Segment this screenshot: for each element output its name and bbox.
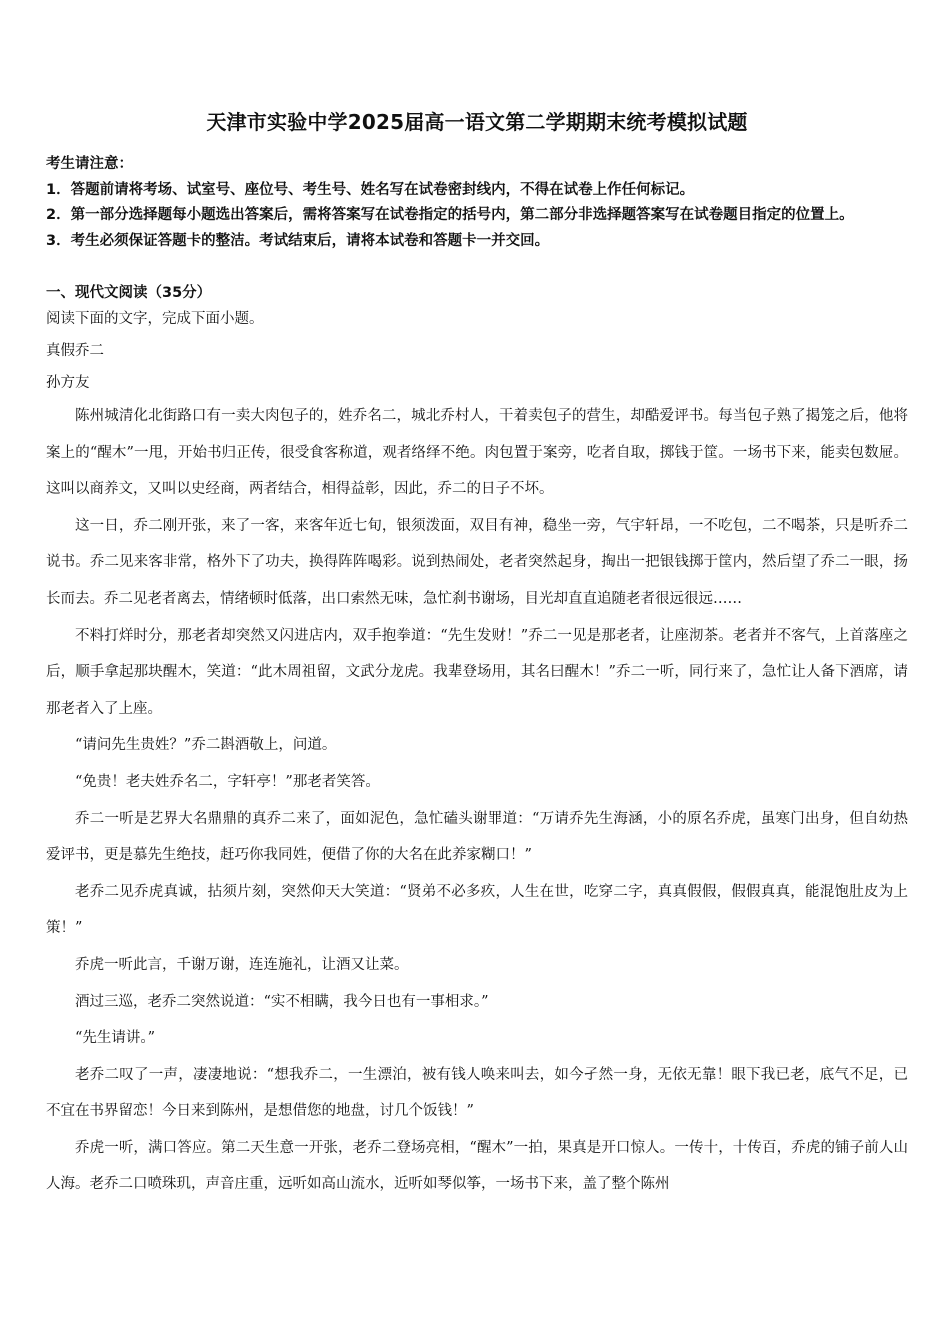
article-paragraph: “免贵！老夫姓乔名二，字轩亭！”那老者笑答。	[75, 773, 380, 790]
exam-title: 天津市实验中学2025届高一语文第二学期期末统考模拟试题	[206, 110, 748, 134]
article-paragraph: 乔虎一听，满口答应。第二天生意一开张，老乔二登场亮相，“醒木”一拍，果真是开口惊人。一传十，十传百，乔虎的铺子前人山人海。老乔二口喷珠玑，声音庄重，远听如高山流水，近听如琴似筝，一场书下来，盖了整个陈州	[46, 1139, 908, 1193]
article-paragraph: 老乔二叹了一声，凄凄地说：“想我乔二，一生漂泊，被有钱人唤来叫去，如今孑然一身，无依无靠！眼下我已老，底气不足，已不宜在书界留恋！今日来到陈州，是想借您的地盘，讨几个饭钱！”	[46, 1066, 908, 1120]
article-paragraph: 不料打烊时分，那老者却突然又闪进店内，双手抱拳道：“先生发财！”乔二一见是那老者，让座沏茶。老者并不客气，上首落座之后，顺手拿起那块醒木，笑道：“此木周祖留，文武分龙虎。我辈登场用，其名曰醒木！”乔二一听，同行来了，急忙让人备下酒席，请那老者入了上座。	[46, 627, 908, 717]
article-paragraph: 乔虎一听此言，千谢万谢，连连施礼，让酒又让菜。	[75, 956, 409, 973]
notice-item: 1．答题前请将考场、试室号、座位号、考生号、姓名写在试卷密封线内，不得在试卷上作任何标记。	[46, 181, 695, 198]
article-paragraph: 这一日，乔二刚开张，来了一客，来客年近七旬，银须泼面，双目有神，稳坐一旁，气宇轩昂，一不吃包，二不喝茶，只是听乔二说书。乔二见来客非常，格外下了功夫，换得阵阵喝彩。说到热闹处，老者突然起身，掏出一把银钱掷于筐内，然后望了乔二一眼，扬长而去。乔二见老者离去，情绪顿时低落，出口索然无味，急忙刹书谢场，目光却直直追随老者很远很远……	[46, 517, 908, 607]
notice-heading: 考生请注意：	[46, 156, 133, 172]
section-heading: 一、现代文阅读（35分）	[46, 285, 212, 301]
notice-item: 3．考生必须保证答题卡的整洁。考试结束后，请将本试卷和答题卡一并交回。	[46, 232, 550, 249]
article-paragraph: “先生请讲。”	[75, 1030, 156, 1047]
article-paragraph: 酒过三巡，老乔二突然说道：“实不相瞒，我今日也有一事相求。”	[75, 993, 489, 1010]
article-paragraph: 乔二一听是艺界大名鼎鼎的真乔二来了，面如泥色，急忙磕头谢罪道：“万请乔先生海涵，小的原名乔虎，虽寒门出身，但自幼热爱评书，更是慕先生绝技，赶巧你我同姓，便借了你的大名在此养家糊口！”	[46, 810, 908, 864]
exam-page	[46, 108, 908, 1203]
article-paragraph: “请问先生贵姓？”乔二斟酒敬上，问道。	[75, 737, 337, 754]
reading-instruction: 阅读下面的文字，完成下面小题。	[46, 311, 264, 327]
story-title: 真假乔二	[46, 343, 104, 359]
article-paragraph: 陈州城清化北街路口有一卖大肉包子的，姓乔名二，城北乔村人，干着卖包子的营生，却酷爱评书。每当包子熟了揭笼之后，他将案上的“醒木”一甩，开始书归正传，很受食客称道，观者络绎不绝。肉包置于案旁，吃者自取，掷钱于筐。一场书下来，能卖包数屉。这叫以商养文，又叫以史经商，两者结合，相得益彰，因此，乔二的日子不坏。	[46, 408, 908, 498]
article-paragraph: 老乔二见乔虎真诚，拈须片刻，突然仰天大笑道：“贤弟不必多疚，人生在世，吃穿二字，真真假假，假假真真，能混饱肚皮为上策！”	[46, 883, 908, 937]
notice-item: 2．第一部分选择题每小题选出答案后，需将答案写在试卷指定的括号内，第二部分非选择题答案写在试卷题目指定的位置上。	[46, 207, 854, 223]
article-body	[46, 398, 908, 1203]
notice-block	[46, 152, 908, 254]
story-author: 孙方友	[46, 375, 90, 391]
